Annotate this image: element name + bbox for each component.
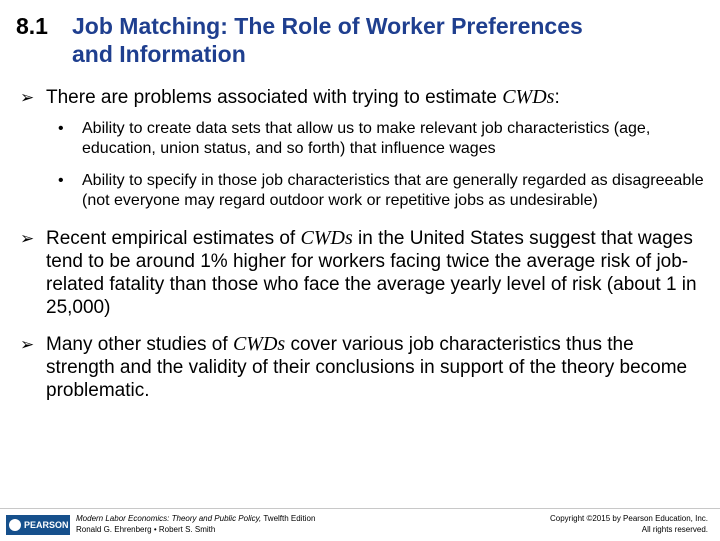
bullet-1 [20, 86, 705, 109]
bullet-3-text-pre: Many other studies of [46, 334, 233, 355]
bullet-1-term: CWDs [502, 86, 555, 108]
dot-bullet-icon: • [58, 172, 64, 189]
title-line-1: Job Matching: The Role of Worker Preferences [72, 13, 583, 39]
arrow-bullet-icon: ➢ [20, 88, 35, 107]
copyright-line-1: Copyright ©2015 by Pearson Education, Inc. [550, 514, 708, 523]
slide-body [20, 86, 705, 412]
footer-citation [76, 513, 315, 535]
book-title: Modern Labor Economics: Theory and Public Policy, [76, 514, 262, 523]
bullet-3-term: CWDs [232, 333, 286, 355]
bullet-2-text-post: in the United States suggest that wages tend to be around 1% higher for workers facing twice the average risk of job-related fatality than those who face the average yearly level of risk (about 1 in 25,000) [46, 228, 697, 318]
bullet-2 [20, 227, 705, 319]
bullet-2-term: CWDs [300, 227, 353, 249]
dot-bullet-icon: • [58, 120, 64, 137]
section-number: 8.1 [16, 13, 48, 39]
book-authors: Ronald G. Ehrenberg • Robert S. Smith [76, 525, 216, 534]
arrow-bullet-icon: ➢ [20, 335, 35, 354]
sub-bullet-1 [20, 119, 705, 159]
copyright-line-2: All rights reserved. [641, 525, 708, 534]
pearson-logo-icon [9, 519, 21, 531]
slide-title [16, 12, 716, 68]
bullet-1-text-pre: There are problems associated with trying to estimate [46, 87, 503, 108]
bullet-3 [20, 333, 705, 402]
slide-footer [0, 508, 720, 541]
pearson-logo [6, 515, 70, 535]
footer-copyright [550, 513, 708, 535]
sub-bullet-2 [20, 171, 705, 211]
book-edition: Twelfth Edition [261, 514, 316, 523]
sub-bullet-1-text: Ability to create data sets that allow us to make relevant job characteristics (age, education, union status, and so forth) that influence wages [82, 120, 651, 157]
arrow-bullet-icon: ➢ [20, 229, 35, 248]
logo-text: PEARSON [24, 520, 69, 530]
title-line-2: and Information [72, 41, 246, 67]
sub-bullet-2-text: Ability to specify in those job characteristics that are generally regarded as disagreeable (not everyone may regard outdoor work or repetitive jobs as undesirable) [82, 172, 704, 209]
bullet-3-text-post: cover various job characteristics thus the strength and the validity of their conclusions in support of the theory become problematic. [46, 334, 688, 401]
bullet-2-text-pre: Recent empirical estimates of [46, 228, 301, 249]
bullet-1-text-post: : [554, 87, 560, 108]
